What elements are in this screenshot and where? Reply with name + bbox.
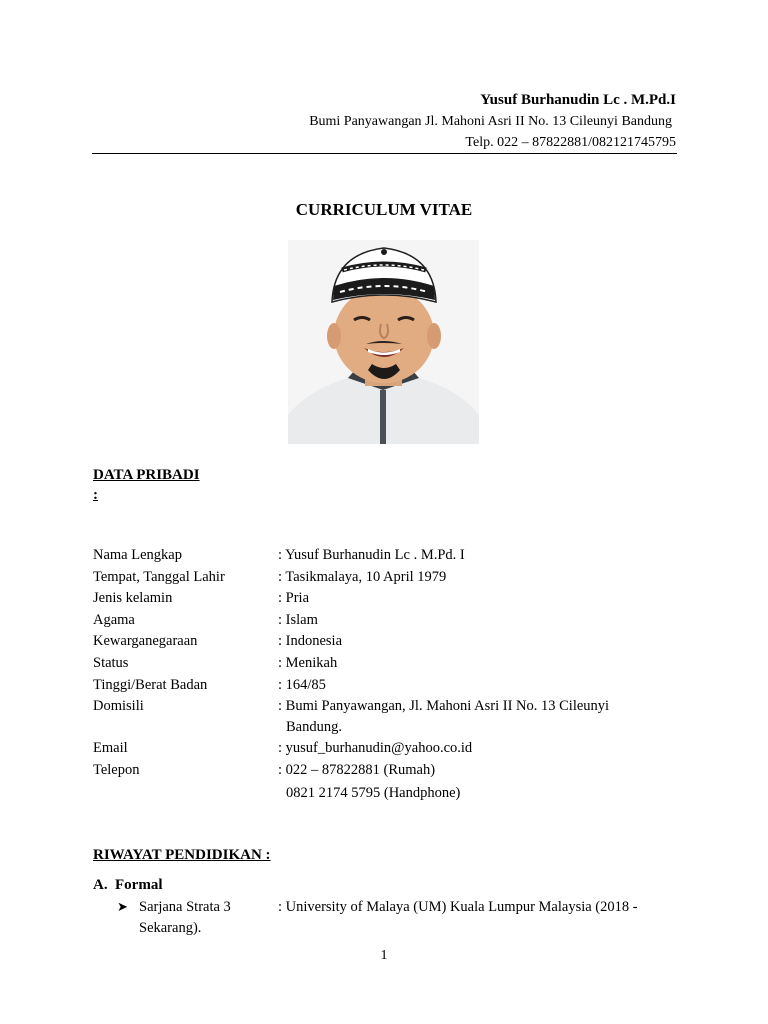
field-value: : Islam [278,612,318,628]
field-value: : Indonesia [278,633,343,649]
profile-photo [288,240,479,444]
field-value: : Pria [278,590,310,606]
field-row-nationality [93,633,693,654]
education-degree: Sarjana Strata 3 [139,899,231,915]
phone-continuation: 0821 2174 5795 (Handphone) [286,785,461,801]
formal-label: Formal [115,877,163,893]
field-value: : 022 – 87822881 (Rumah) [278,762,436,778]
field-row-status [93,655,693,676]
field-value: : yusuf_burhanudin@yahoo.co.id [278,740,473,756]
education-item-continuation: Sekarang). [139,920,202,936]
field-value: : Bumi Panyawangan, Jl. Mahoni Asri II No. 13 Cileunyi [278,698,610,714]
personal-data-heading: DATA PRIBADI [93,467,200,483]
field-row-height-weight [93,677,693,698]
field-value: : Menikah [278,655,338,671]
field-value: : Tasikmalaya, 10 April 1979 [278,569,447,585]
formal-index: A. [93,877,108,893]
header-name: Yusuf Burhanudin Lc . M.Pd.I [480,92,676,108]
field-row-gender [93,590,693,611]
header-address: Bumi Panyawangan Jl. Mahoni Asri II No. 13 Cileunyi Bandung [309,114,672,129]
field-label: Kewarganegaraan [93,633,198,649]
field-row-domicile [93,698,693,719]
formal-education-heading [93,877,162,894]
field-label: Jenis kelamin [93,590,173,606]
field-label: Agama [93,612,135,628]
field-label: Domisili [93,698,144,714]
field-value: : 164/85 [278,677,326,693]
field-label: Tinggi/Berat Badan [93,677,208,693]
education-heading: RIWAYAT PENDIDIKAN : [93,847,271,863]
personal-data-heading-colon: : [93,487,98,503]
education-institution: : University of Malaya (UM) Kuala Lumpur Malaysia (2018 - [278,899,638,915]
document-title: CURRICULUM VITAE [295,200,473,219]
domicile-continuation: Bandung. [286,719,342,735]
field-row-religion [93,612,693,633]
header-phone: Telp. 022 – 87822881/082121745795 [465,135,676,150]
field-row-full-name [93,547,693,568]
page-number: 1 [380,948,388,963]
arrow-bullet-icon: ➤ [117,899,128,914]
field-label: Email [93,740,128,756]
field-row-email [93,740,693,761]
field-value: : Yusuf Burhanudin Lc . M.Pd. I [278,547,465,563]
field-row-birth [93,569,693,590]
field-label: Nama Lengkap [93,547,182,563]
field-label: Status [93,655,129,671]
field-label: Tempat, Tanggal Lahir [93,569,225,585]
field-row-phone [93,762,693,783]
field-label: Telepon [93,762,140,778]
header-divider [92,153,677,154]
